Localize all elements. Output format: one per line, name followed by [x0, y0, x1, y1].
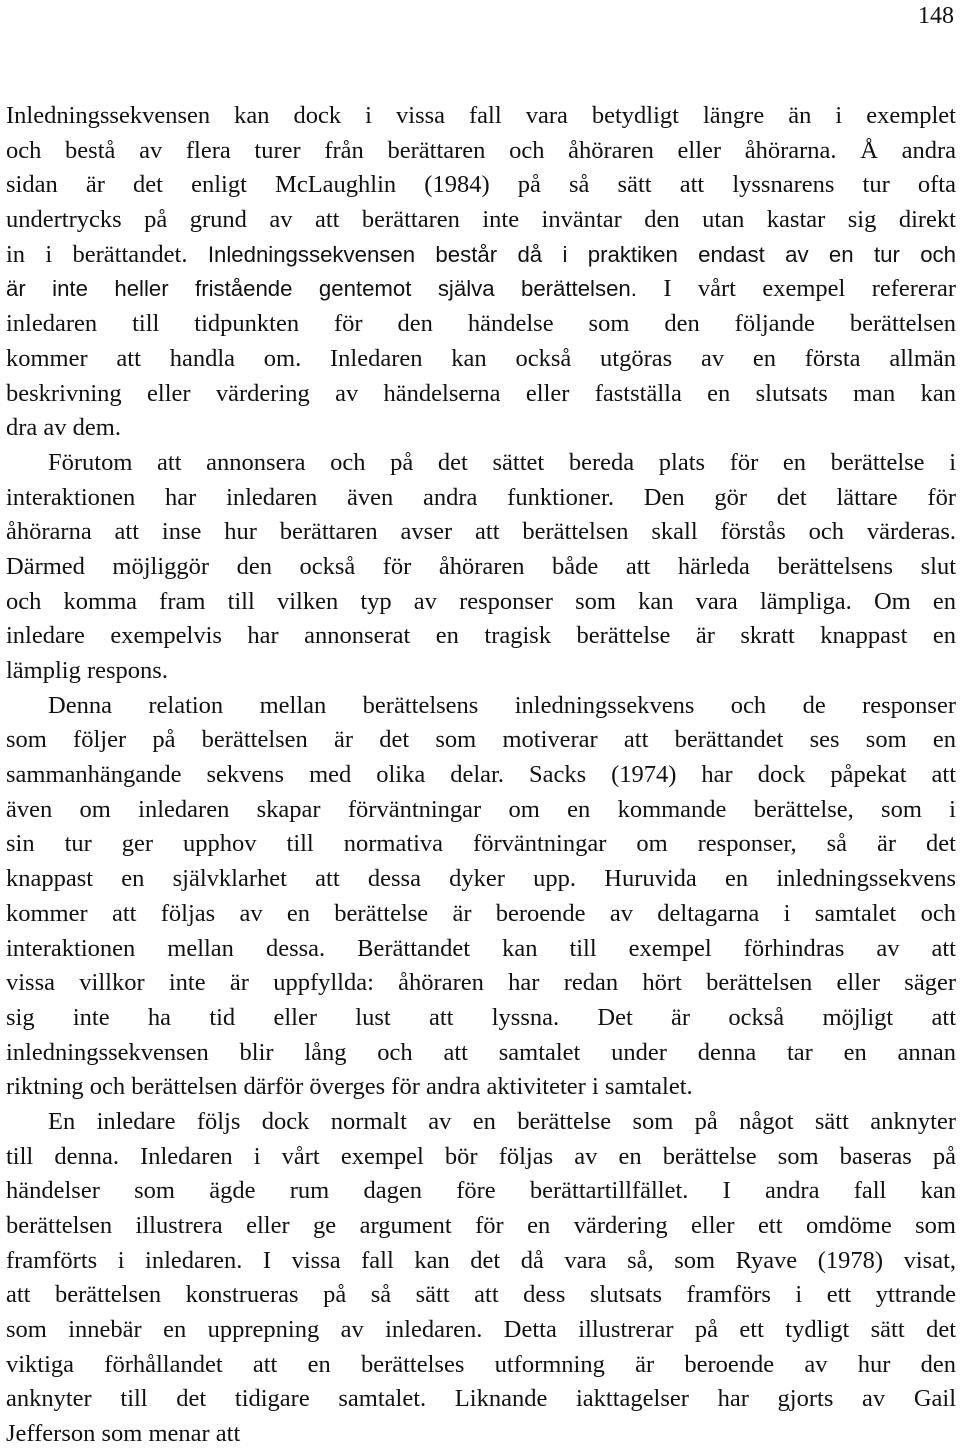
text-line: som följer på berättelsen är det som motiverar att berättandet ses som en	[6, 726, 956, 754]
text-line: riktning och berättelsen därför överges för andra aktiviteter i samtalet.	[6, 1073, 693, 1101]
text-line: knappast en självklarhet att dessa dyker upp. Huruvida en inledningssekvens	[6, 865, 956, 893]
text-line: Därmed möjliggör den också för åhöraren både att härleda berättelsens slut	[6, 552, 956, 580]
page-number: 148	[918, 3, 954, 29]
text-segment: Inledningssekvensen består då i praktiken endast av en tur och	[187, 241, 956, 267]
text-line: inledaren till tidpunkten för den händelse som den följande berättelsen	[6, 310, 956, 338]
text-line: till denna. Inledaren i vårt exempel bör följas av en berättelse som baseras på	[6, 1142, 956, 1170]
text-line: även om inledaren skapar förväntningar om en kommande berättelse, som i	[6, 795, 956, 823]
text-line: sig inte ha tid eller lust att lyssna. Det är också möjligt att	[6, 1003, 956, 1031]
text-line: att berättelsen konstrueras på så sätt att dess slutsats framförs i ett yttrande	[6, 1281, 956, 1309]
text-line: som innebär en upprepning av inledaren. Detta illustrerar på ett tydligt sätt det	[6, 1316, 956, 1344]
text-line: viktiga förhållandet att en berättelses utformning är beroende av hur den	[6, 1350, 956, 1378]
text-line: Jefferson som menar att	[6, 1420, 241, 1448]
text-line	[6, 238, 956, 273]
text-segment: är inte heller fristående gentemot själva berättelsen.	[6, 276, 637, 302]
text-segment: in i berättandet.	[6, 240, 188, 268]
text-segment: interaktionen har inledaren även andra funktioner.	[6, 483, 614, 511]
text-line: Förutom att annonsera och på det sättet bereda plats för en berättelse i	[48, 448, 956, 476]
text-line: sidan är det enligt McLaughlin (1984) på så sätt att lyssnarens tur ofta	[6, 171, 956, 199]
text-line	[6, 342, 956, 377]
text-line: Inledningssekvensen kan dock i vissa fall vara betydligt längre än i exemplet	[6, 102, 956, 129]
text-line: framförts i inledaren. I vissa fall kan det då vara så, som Ryave (1978) visat,	[6, 1246, 956, 1274]
text-line: anknyter till det tidigare samtalet. Liknande iakttagelser har gjorts av Gail	[6, 1385, 956, 1413]
text-line: inledare exempelvis har annonserat en tragisk berättelse är skratt knappast en	[6, 622, 956, 650]
text-line: lämplig respons.	[6, 657, 168, 684]
text-line: interaktionen mellan dessa. Berättandet kan till exempel förhindras av att	[6, 934, 956, 962]
text-line: inledningssekvensen blir lång och att samtalet under denna tar en annan	[6, 1038, 956, 1066]
text-segment: kommer att handla om.	[6, 344, 302, 372]
text-line: vissa villkor inte är uppfyllda: åhöraren har redan hört berättelsen eller säger	[6, 969, 956, 997]
text-line: En inledare följs dock normalt av en berättelse som på något sätt anknyter	[48, 1107, 956, 1135]
text-line: undertrycks på grund av att berättaren inte inväntar den utan kastar sig direkt	[6, 206, 956, 234]
text-line: Denna relation mellan berättelsens inledningssekvens och de responser	[48, 691, 956, 719]
text-line: kommer att följas av en berättelse är beroende av deltagarna i samtalet och	[6, 899, 956, 927]
text-line: dra av dem.	[6, 414, 121, 442]
text-line: berättelsen illustrera eller ge argument för en värdering eller ett omdöme som	[6, 1212, 956, 1239]
text-segment: Inledaren kan också utgöras av en första allmän	[301, 344, 956, 372]
text-line: och bestå av flera turer från berättaren och åhöraren eller åhörarna. Å andra	[6, 136, 956, 164]
body-text	[6, 99, 956, 1452]
text-line: och komma fram till vilken typ av responser som kan vara lämpliga. Om en	[6, 587, 956, 615]
text-line: händelser som ägde rum dagen före berättartillfället. I andra fall kan	[6, 1177, 956, 1205]
text-line: åhörarna att inse hur berättaren avser att berättelsen skall förstås och värderas.	[6, 518, 956, 546]
text-line: beskrivning eller värdering av händelserna eller fastställa en slutsats man kan	[6, 379, 956, 407]
text-line	[6, 481, 956, 516]
text-line: sammanhängande sekvens med olika delar. Sacks (1974) har dock påpekat att	[6, 761, 956, 789]
text-line	[6, 272, 956, 307]
text-segment: I vårt exempel refererar	[636, 275, 957, 303]
text-segment: Den gör det lättare för	[614, 483, 956, 511]
text-line: sin tur ger upphov till normativa förväntningar om responser, så är det	[6, 830, 956, 858]
